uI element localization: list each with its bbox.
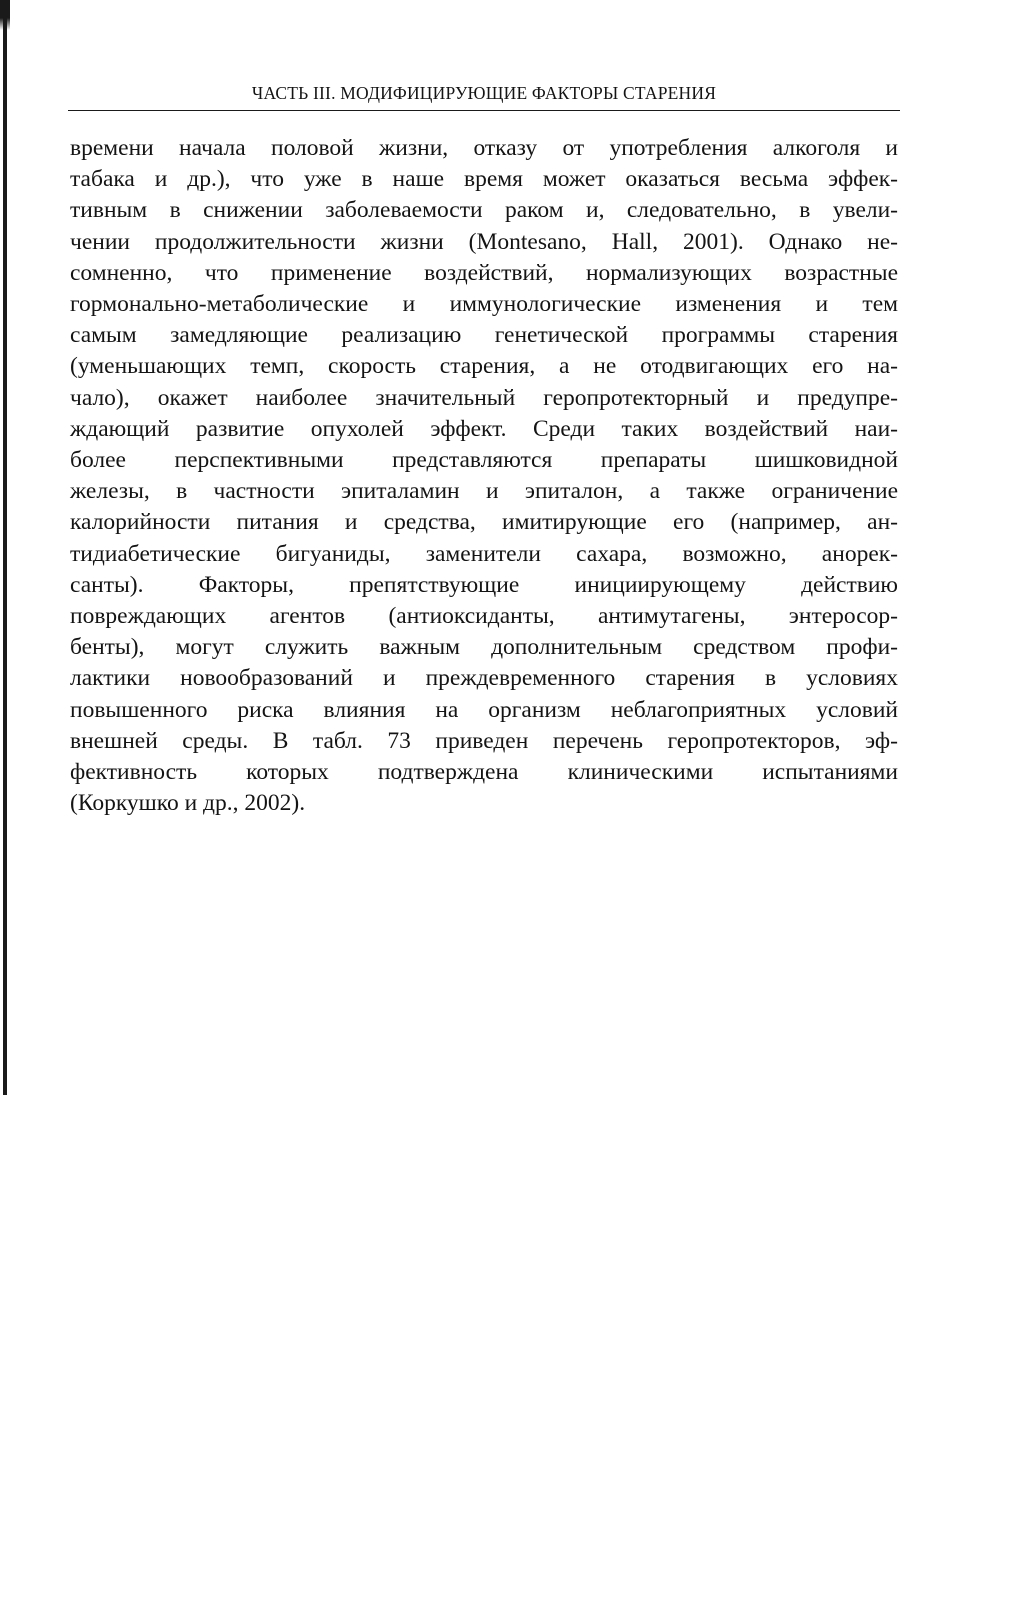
- text-line: более перспективными представляются препараты шишковидной: [70, 447, 898, 474]
- text-line: гормонально-метаболические и иммунологические изменения и тем: [70, 291, 898, 318]
- text-line: санты). Факторы, препятствующие инициирующему действию: [70, 571, 898, 598]
- text-line: чении продолжительности жизни (Montesano, Hall, 2001). Однако не-: [70, 228, 898, 255]
- text-line: повреждающих агентов (антиоксиданты, антимутагены, энтеросор-: [70, 603, 898, 630]
- text-line: калорийности питания и средства, имитирующие его (например, ан-: [70, 509, 898, 536]
- text-line: самым замедляющие реализацию генетической программы старения: [70, 322, 898, 349]
- text-line: фективность которых подтверждена клиническими испытаниями: [70, 759, 898, 786]
- body-paragraph: [70, 133, 898, 819]
- scan-binding-edge: [0, 0, 10, 1095]
- text-line: ждающий развитие опухолей эффект. Среди таких воздействий наи-: [70, 415, 898, 442]
- text-line: времени начала половой жизни, отказу от употребления алкоголя и: [70, 135, 898, 161]
- scan-edge-bar: [3, 0, 7, 1095]
- text-line: внешней среды. В табл. 73 приведен перечень геропротекторов, эф-: [70, 727, 898, 754]
- text-line: бенты), могут служить важным дополнительным средством профи-: [70, 634, 898, 661]
- running-head: ЧАСТЬ III. МОДИФИЦИРУЮЩИЕ ФАКТОРЫ СТАРЕНИЯ: [251, 83, 717, 103]
- text-line: повышенного риска влияния на организм неблагоприятных условий: [70, 696, 898, 723]
- text-line: лактики новообразований и преждевременного старения в условиях: [70, 665, 898, 692]
- text-line: тивным в снижении заболеваемости раком и, следовательно, в увели-: [70, 197, 898, 224]
- text-line: сомненно, что применение воздействий, нормализующих возрастные: [70, 259, 898, 286]
- text-line: железы, в частности эпиталамин и эпиталон, а также ограничение: [70, 478, 898, 505]
- text-line: (уменьшающих темп, скорость старения, а не отодвигающих его на-: [70, 353, 898, 380]
- text-line-last: (Коркушко и др., 2002).: [70, 790, 306, 817]
- header-rule: [68, 110, 900, 111]
- text-line: чало), окажет наиболее значительный геропротекторный и предупре-: [70, 384, 898, 411]
- text-line: тидиабетические бигуаниды, заменители сахара, возможно, анорек-: [70, 540, 898, 567]
- text-line: табака и др.), что уже в наше время может оказаться весьма эффек-: [70, 166, 898, 193]
